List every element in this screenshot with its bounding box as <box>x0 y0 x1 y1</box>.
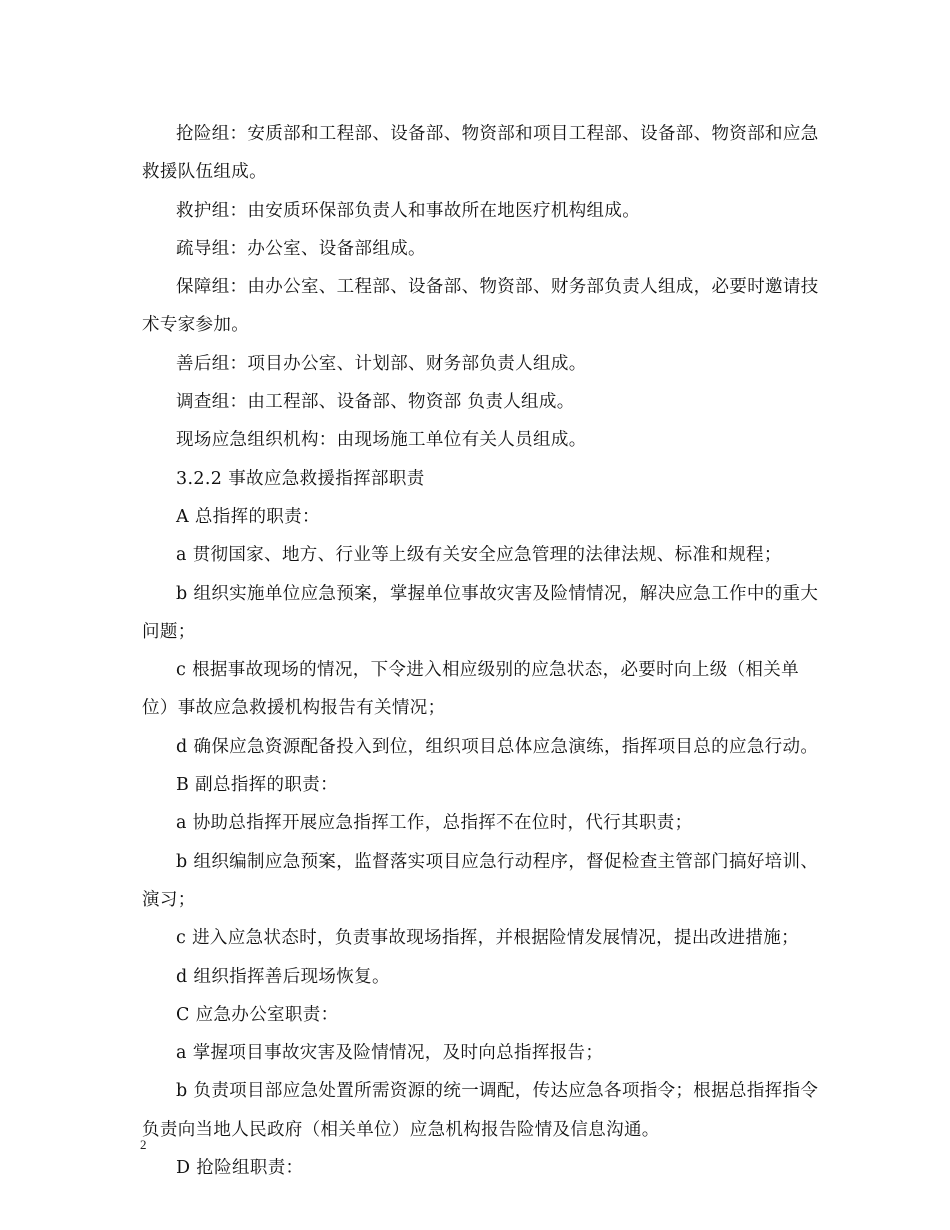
list-item-commander-a: a 贯彻国家、地方、行业等上级有关安全应急管理的法律法规、标准和规程； <box>176 545 782 566</box>
paragraph-aftermath-group: 善后组：项目办公室、计划部、财务部负责人组成。 <box>176 353 587 374</box>
paragraph-support-group: 保障组：由办公室、工程部、设备部、物资部、财务部负责人组成，必要时邀请技术专家参加。 <box>142 277 819 336</box>
list-item-deputy-a: a 协助总指挥开展应急指挥工作，总指挥不在位时，代行其职责； <box>176 813 693 834</box>
paragraph-onsite-organization: 现场应急组织机构：由现场施工单位有关人员组成。 <box>176 430 587 451</box>
paragraph-medical-group: 救护组：由安质环保部负责人和事故所在地医疗机构组成。 <box>176 200 641 221</box>
subheading-emergency-office-duties: C 应急办公室职责： <box>176 1004 339 1025</box>
page-number: 2 <box>140 1137 147 1152</box>
list-item-deputy-b: b 组织编制应急预案，监督落实项目应急行动程序，督促检查主管部门搞好培训、演习； <box>142 851 819 910</box>
paragraph-investigation-group: 调查组：由工程部、设备部、物资部 负责人组成。 <box>176 392 575 413</box>
list-item-commander-c: c 根据事故现场的情况，下令进入相应级别的应急状态，必要时向上级（相关单位）事故应急救援机构报告有关情况； <box>142 660 799 719</box>
list-item-commander-d: d 确保应急资源配备投入到位，组织项目总体应急演练，指挥项目总的应急行动。 <box>176 736 819 757</box>
section-heading-3-2-2: 3.2.2 事故应急救援指挥部职责 <box>176 468 425 489</box>
subheading-rescue-group-duties: D 抢险组职责： <box>176 1158 304 1179</box>
list-item-commander-b: b 组织实施单位应急预案，掌握单位事故灾害及险情情况，解决应急工作中的重大问题； <box>142 583 819 642</box>
list-item-office-a: a 掌握项目事故灾害及险情情况，及时向总指挥报告； <box>176 1043 604 1064</box>
document-body <box>142 115 822 1187</box>
list-item-deputy-c: c 进入应急状态时，负责事故现场指挥，并根据险情发展情况，提出改进措施； <box>176 928 799 949</box>
subheading-deputy-commander-duties: B 副总指挥的职责： <box>176 775 338 796</box>
list-item-deputy-d: d 组织指挥善后现场恢复。 <box>176 966 390 987</box>
list-item-office-b: b 负责项目部应急处置所需资源的统一调配，传达应急各项指令；根据总指挥指令负责向当地人民政府（相关单位）应急机构报告险情及信息沟通。 <box>142 1081 819 1140</box>
subheading-commander-duties: A 总指挥的职责： <box>176 506 320 527</box>
paragraph-guidance-group: 疏导组：办公室、设备部组成。 <box>176 238 426 259</box>
paragraph-rescue-group: 抢险组：安质部和工程部、设备部、物资部和项目工程部、设备部、物资部和应急救援队伍组成。 <box>142 124 819 183</box>
